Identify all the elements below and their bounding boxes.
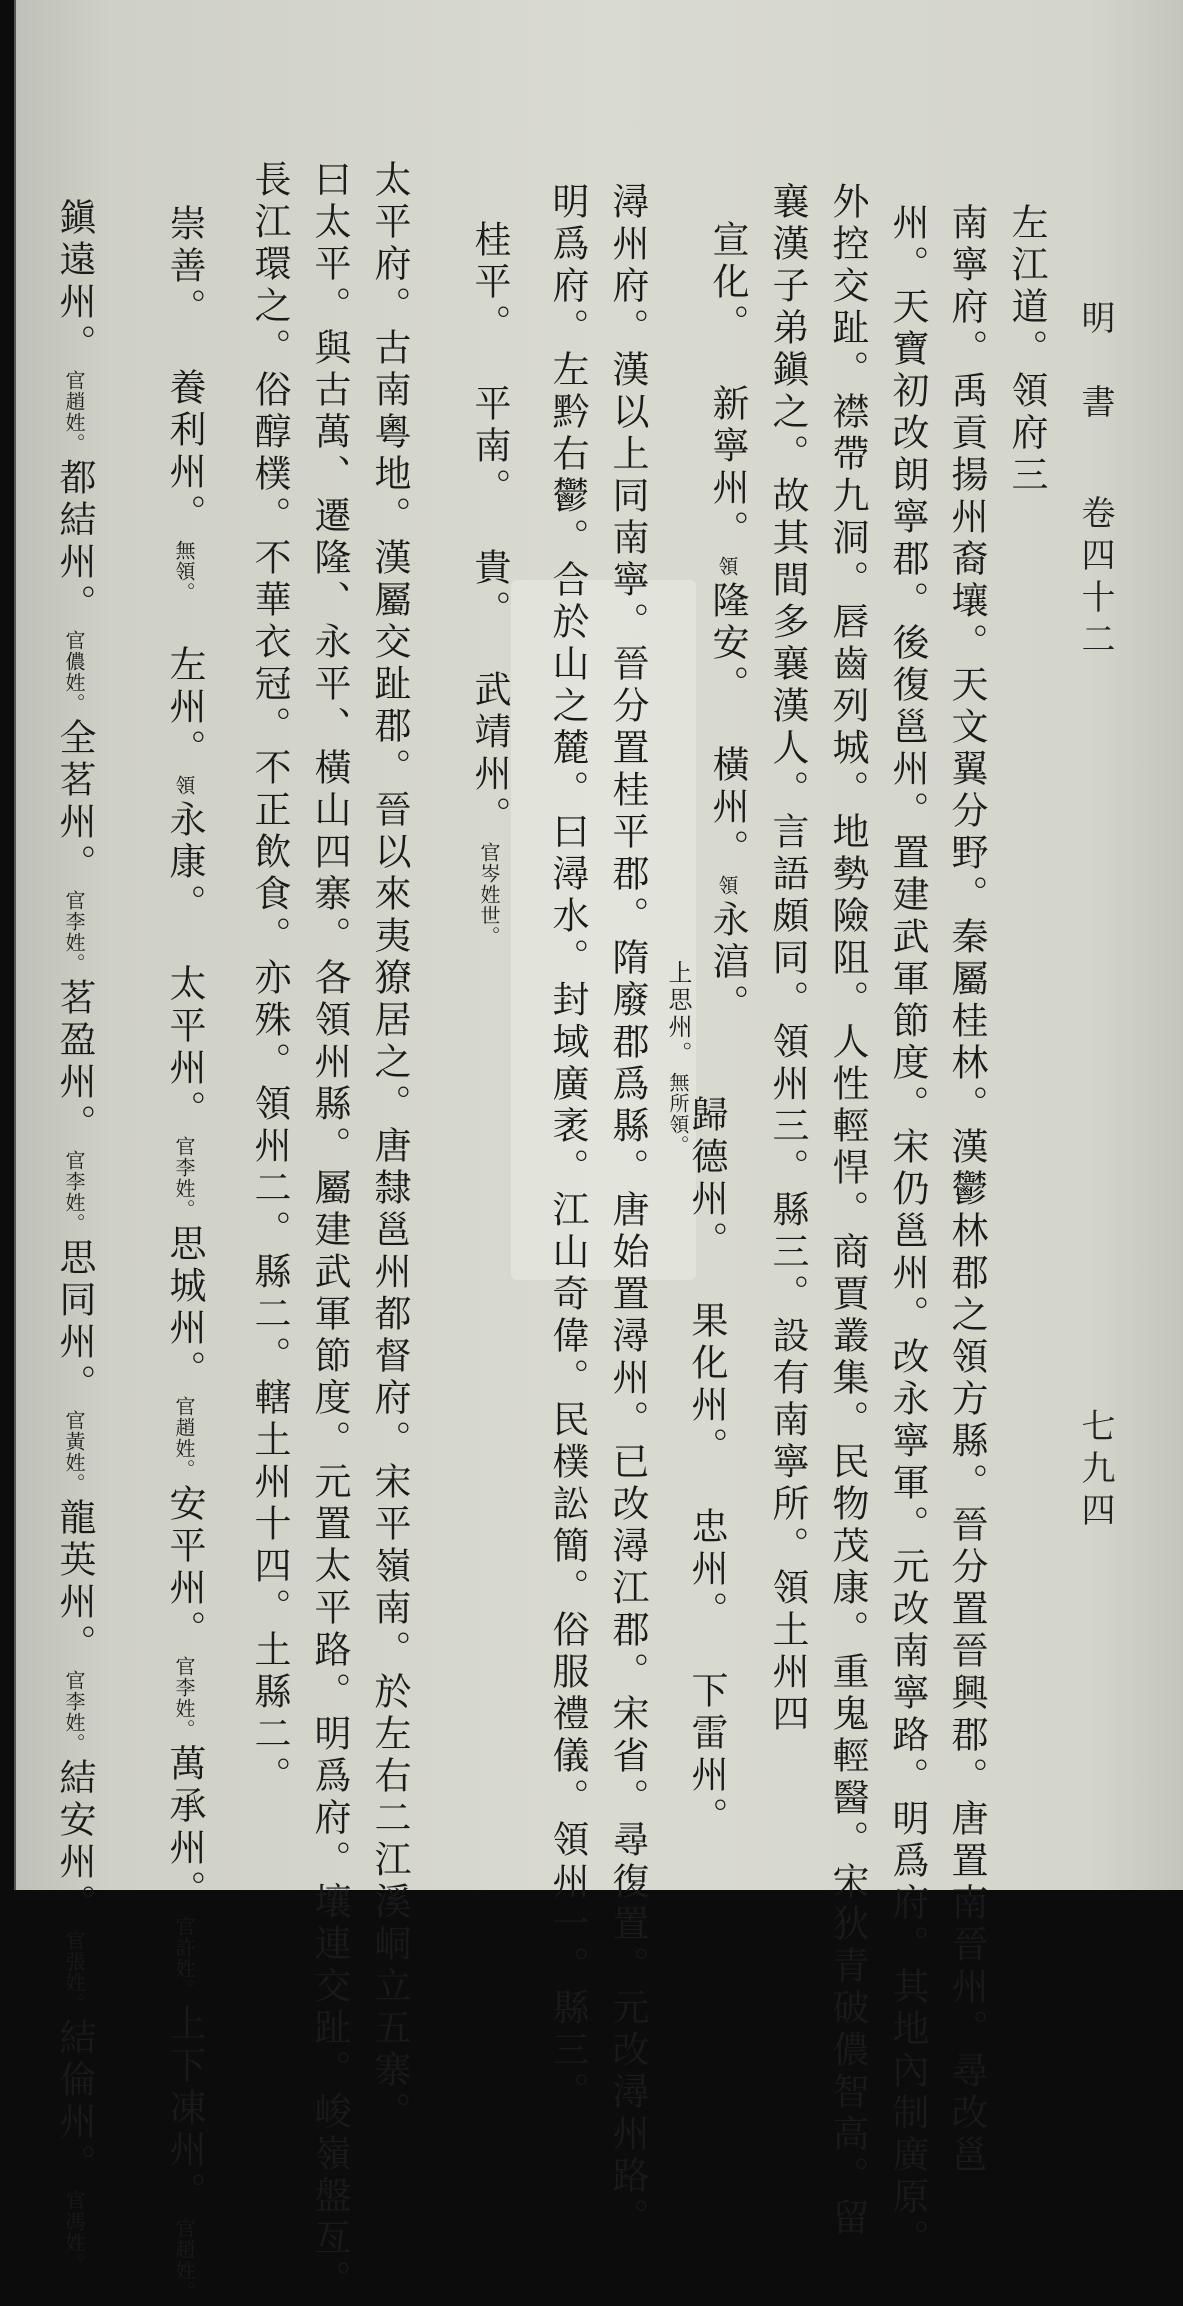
subordinate-entry: 忠州。 xyxy=(685,1507,728,1633)
subordinate-entry: 左州。 xyxy=(163,645,206,771)
subordinate-entry: 下雷州。 xyxy=(685,1671,728,1839)
subordinate-entry: 安平州。 xyxy=(163,1484,206,1652)
subordinate-entry: 結安州。 xyxy=(53,1758,96,1926)
annotation: 官張姓。 xyxy=(62,1930,86,2014)
subordinate-entry: 都結州。 xyxy=(53,458,96,626)
running-head-title: 明 書 xyxy=(1075,300,1115,426)
subordinate-entry: 橫州。 xyxy=(706,745,749,871)
subordinate-list-3 xyxy=(163,204,206,2306)
annotation: 官李姓。 xyxy=(172,1136,196,1220)
text-column-1: 左江道。領府三 xyxy=(1005,203,1048,497)
annotation: 官岑姓世。 xyxy=(477,842,501,947)
annotation: 領 xyxy=(172,775,196,796)
text-column-5: 襄漢子弟鎭之。故其間多襄漢人。言語頗同。領州三。縣三。設有南寧所。領土州四 xyxy=(766,182,809,1736)
subordinate-entry: 太平州。 xyxy=(163,964,206,1132)
subordinate-entry: 茗盈州。 xyxy=(53,978,96,1146)
subordinate-entry: 永康。 xyxy=(163,800,206,926)
text-column-2: 南寧府。禹貢揚州裔壤。天文翼分野。秦屬桂林。漢鬱林郡之領方縣。晉分置晉興郡。唐置南晉州。尋改邕 xyxy=(945,203,988,2177)
subordinate-list-1-tail xyxy=(685,1095,728,1839)
subordinate-entry: 養利州。 xyxy=(163,368,206,536)
text-column-10: 太平府。古南粵地。漢屬交趾郡。晉以來夷獠居之。唐隸邕州都督府。宋平嶺南。於左右二江溪峒立五寨。 xyxy=(368,160,411,2134)
subordinate-entry: 結倫州。 xyxy=(53,2018,96,2186)
annotation: 官李姓。 xyxy=(172,1656,196,1740)
subordinate-entry: 永湻。 xyxy=(706,900,749,1026)
annotation: 官馮姓。 xyxy=(62,2190,86,2274)
subordinate-entry: 思同州。 xyxy=(53,1238,96,1406)
annotation: 官李姓。 xyxy=(62,890,86,974)
text-column-3: 州。天寶初改朗寧郡。後復邕州。置建武軍節度。宋仍邕州。改永寧軍。元改南寧路。明爲府。其地內制廣原。 xyxy=(886,203,929,2261)
text-column-11: 曰太平。與古萬、遷隆、永平、橫山四寨。各領州縣。屬建武軍節度。元置太平路。明爲府。壤連交趾。峻嶺盤亙。 xyxy=(308,160,351,2302)
subordinate-entry: 龍英州。 xyxy=(53,1498,96,1666)
text-column-8: 明爲府。左黔右鬱。合於山之麓。曰潯水。封域廣袤。江山奇偉。民樸訟簡。俗服禮儀。領州一。縣三。 xyxy=(546,182,589,2114)
annotation: 官儂姓。 xyxy=(62,630,86,714)
prefecture-name: 崇善。 xyxy=(163,204,206,330)
annotation: 官李姓。 xyxy=(62,1670,86,1754)
page-number: 七九四 xyxy=(1075,1408,1115,1534)
annotation: 無所領。 xyxy=(666,1072,690,1156)
subordinate-entry: 鎭遠州。 xyxy=(53,198,96,366)
book-page xyxy=(14,0,1183,2302)
subordinate-list-4 xyxy=(53,198,96,2278)
subordinate-list-2 xyxy=(468,220,511,951)
prefecture-name: 桂平。 xyxy=(468,220,511,346)
subordinate-entry: 萬承州。 xyxy=(163,1744,206,1912)
annotation: 無領。 xyxy=(172,540,196,603)
subordinate-list-1 xyxy=(706,220,749,1026)
text-column-12: 長江環之。俗醇樸。不華衣冠。不正飲食。亦殊。領州二。縣二。轄土州十四。土縣二。 xyxy=(248,160,291,1798)
annotation: 領 xyxy=(715,556,739,577)
subordinate-entry: 武靖州。 xyxy=(468,670,511,838)
annotation: 官趙姓。 xyxy=(172,2218,196,2302)
text-column-4: 外控交趾。襟帶九洞。唇齒列城。地勢險阻。人性輕悍。商賈叢集。民物茂康。重鬼輕醫。宋狄青破儂智高。留 xyxy=(826,182,869,2240)
subordinate-entry: 果化州。 xyxy=(685,1301,728,1469)
annotation: 領 xyxy=(715,875,739,896)
subordinate-entry: 新寧州。 xyxy=(706,384,749,552)
annotation: 官李姓。 xyxy=(62,1150,86,1234)
running-head-volume: 卷四十二 xyxy=(1075,495,1115,663)
subordinate-entry: 歸德州。 xyxy=(685,1095,728,1263)
subordinate-entry: 平南。 xyxy=(468,384,511,510)
subordinate-entry: 思城州。 xyxy=(163,1224,206,1392)
subordinate-entry: 貴。 xyxy=(468,548,511,632)
subordinate-entry: 上下凍州。 xyxy=(163,2004,206,2214)
annotation: 官許姓。 xyxy=(172,1916,196,2000)
subordinate-entry: 上思州。 xyxy=(664,960,692,1068)
subordinate-entry: 全茗州。 xyxy=(53,718,96,886)
library-seal xyxy=(511,580,696,1280)
annotation: 官黃姓。 xyxy=(62,1410,86,1494)
prefecture-name: 宣化。 xyxy=(706,220,749,346)
text-column-7: 潯州府。漢以上同南寧。晉分置桂平郡。隋廢郡爲縣。唐始置潯州。已改潯江郡。宋省。尋復置。元改潯州路。 xyxy=(606,182,649,2240)
subordinate-entry: 隆安。 xyxy=(706,581,749,707)
annotation: 官趙姓。 xyxy=(62,370,86,454)
annotation: 官趙姓。 xyxy=(172,1396,196,1480)
